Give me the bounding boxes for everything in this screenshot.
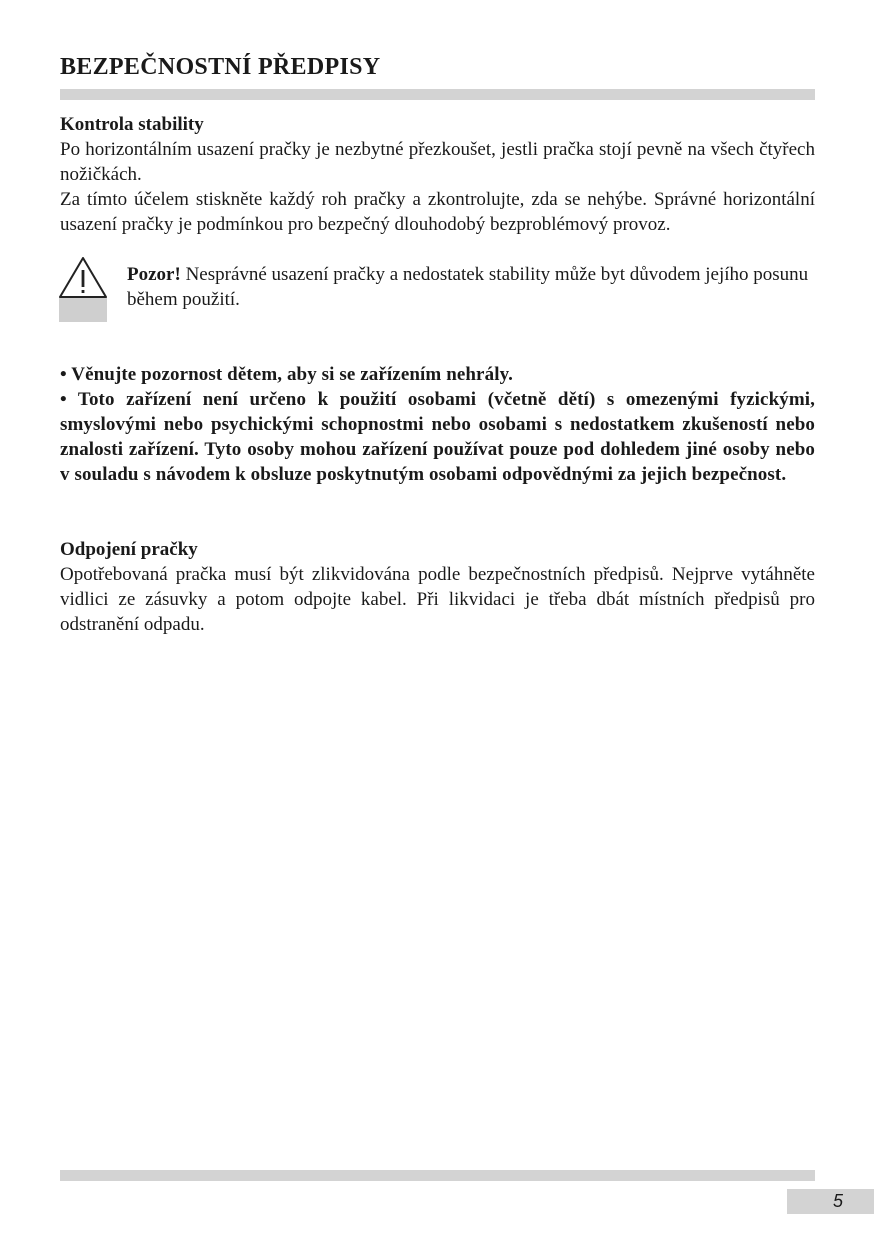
page-number: 5: [832, 1191, 843, 1211]
children-bullet-1: • Věnujte pozornost dětem, aby si se zařízením nehrály.: [60, 364, 513, 385]
warning-text: [127, 262, 815, 312]
page-title: BEZPEČNOSTNÍ PŘEDPISY: [60, 54, 381, 80]
children-safety-section: [60, 362, 815, 487]
disposal-heading: Odpojení pračky: [60, 539, 198, 560]
top-divider-bar: [60, 89, 815, 100]
warning-message: Nesprávné usazení pračky a nedostatek stability může byt důvodem jejího posunu během použití.: [127, 264, 809, 310]
disposal-paragraph: Opotřebovaná pračka musí být zlikvidována podle bezpečnostních předpisů. Nejprve vytáhněte vidlici ze zásuvky a potom odpojte kabel. Při likvidaci je třeba dbát místních předpisů pro odstranění odpadu.: [60, 564, 815, 635]
warning-label: Pozor!: [127, 264, 181, 285]
children-bullet-2: • Toto zařízení není určeno k použití osobami (včetně dětí) s omezenými fyzickými, smyslovými nebo psychickými schopnostmi nebo osobami s nedostatkem zkušeností nebo znalosti zařízení. Tyto osoby mohou zařízení používat pouze pod dohledem jiné osoby nebo v souladu s návodem k obsluze poskytnutým osobami odpovědnými za jejich bezpečnost.: [60, 389, 815, 485]
stability-paragraph-1: Po horizontálním usazení pračky je nezbytné přezkoušet, jestli pračka stojí pevně na všech čtyřech nožičkách.: [60, 139, 815, 185]
stability-section: [60, 112, 815, 237]
stability-paragraph-2: Za tímto účelem stiskněte každý roh pračky a zkontrolujte, zda se nehýbe. Správné horizontální usazení pračky je podmínkou pro bezpečný dlouhodobý bezproblémový provoz.: [60, 189, 815, 235]
disposal-section: [60, 537, 815, 637]
warning-triangle-icon: [58, 256, 108, 322]
page-number-box: [787, 1189, 874, 1214]
stability-heading: Kontrola stability: [60, 114, 204, 135]
bottom-divider-bar: [60, 1170, 815, 1181]
